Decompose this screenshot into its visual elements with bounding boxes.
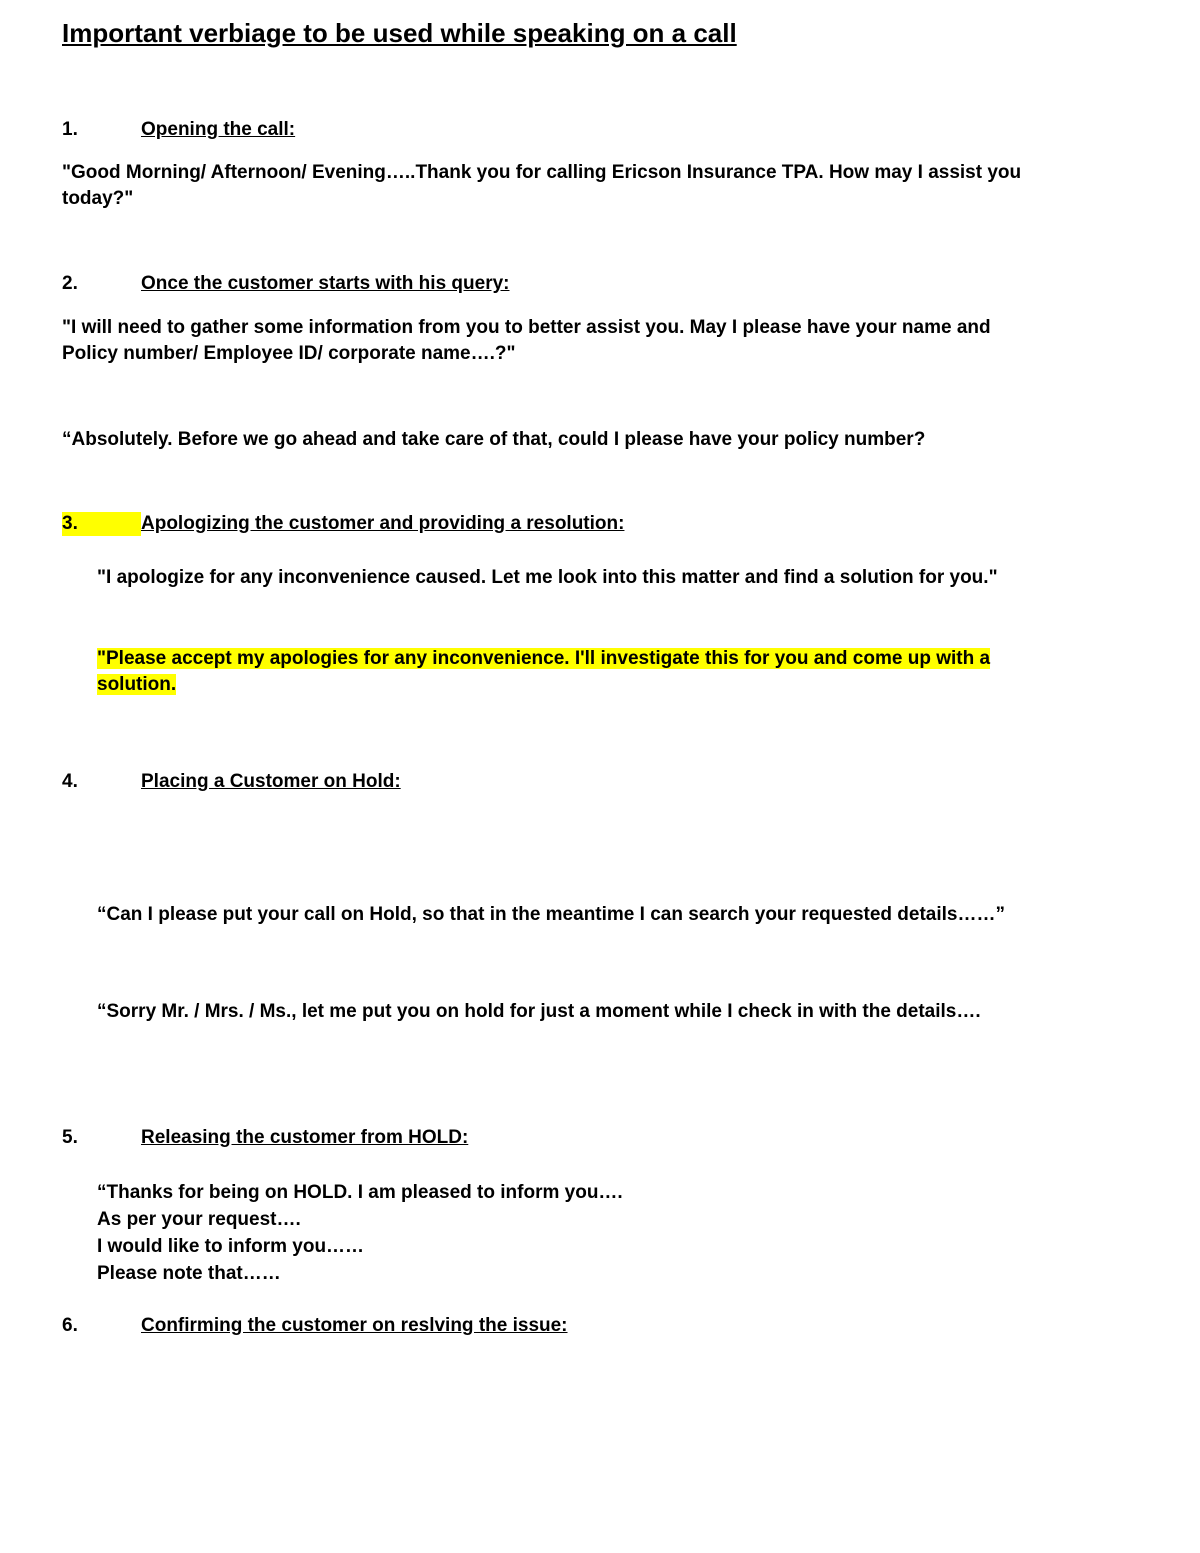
section-number: 6.: [62, 1315, 78, 1336]
section-title: Placing a Customer on Hold:: [141, 771, 401, 792]
section-number: 1.: [62, 119, 78, 140]
section-title: Apologizing the customer and providing a resolution:: [141, 513, 625, 534]
section-6-heading: [62, 1314, 568, 1338]
script-text-highlighted: [97, 646, 1062, 698]
section-number-highlighted: 3.: [62, 512, 141, 536]
script-text: "I will need to gather some information from you to better assist you. May I please have your name and Policy number/ Employee ID/ corporate name….?": [62, 317, 991, 364]
script-line: “Thanks for being on HOLD. I am pleased to inform you….: [97, 1182, 623, 1203]
script-text: “Sorry Mr. / Mrs. / Ms., let me put you on hold for just a moment while I check in with the details….: [97, 1001, 981, 1022]
section-number: 2.: [62, 273, 78, 294]
section-4-heading: [62, 770, 401, 794]
script-text: "I apologize for any inconvenience caused. Let me look into this matter and find a solution for you.": [97, 567, 998, 588]
section-1-heading: [62, 118, 295, 142]
script-line: As per your request….: [97, 1209, 301, 1230]
section-number: 4.: [62, 771, 78, 792]
script-line: Please note that……: [97, 1263, 281, 1284]
highlighted-text: "Please accept my apologies for any inconvenience. I'll investigate this for you and come up with a solution.: [97, 648, 991, 695]
script-line: I would like to inform you……: [97, 1236, 365, 1257]
script-text: "Good Morning/ Afternoon/ Evening…..Thank you for calling Ericson Insurance TPA. How may I assist you today?": [62, 162, 1022, 209]
section-5-heading: [62, 1126, 468, 1150]
document-title: Important verbiage to be used while speaking on a call: [62, 18, 737, 48]
section-2-heading: [62, 272, 509, 296]
script-text: “Absolutely. Before we go ahead and take care of that, could I please have your policy number?: [62, 429, 926, 450]
section-title: Confirming the customer on reslving the issue:: [141, 1315, 568, 1336]
section-title: Opening the call:: [141, 119, 296, 140]
section-3-heading: [62, 512, 624, 536]
section-title: Once the customer starts with his query:: [141, 273, 510, 294]
script-text: “Can I please put your call on Hold, so that in the meantime I can search your requested details……”: [97, 904, 1005, 925]
section-number: 5.: [62, 1127, 78, 1148]
section-title: Releasing the customer from HOLD:: [141, 1127, 469, 1148]
hold-release-script: [97, 1179, 997, 1287]
